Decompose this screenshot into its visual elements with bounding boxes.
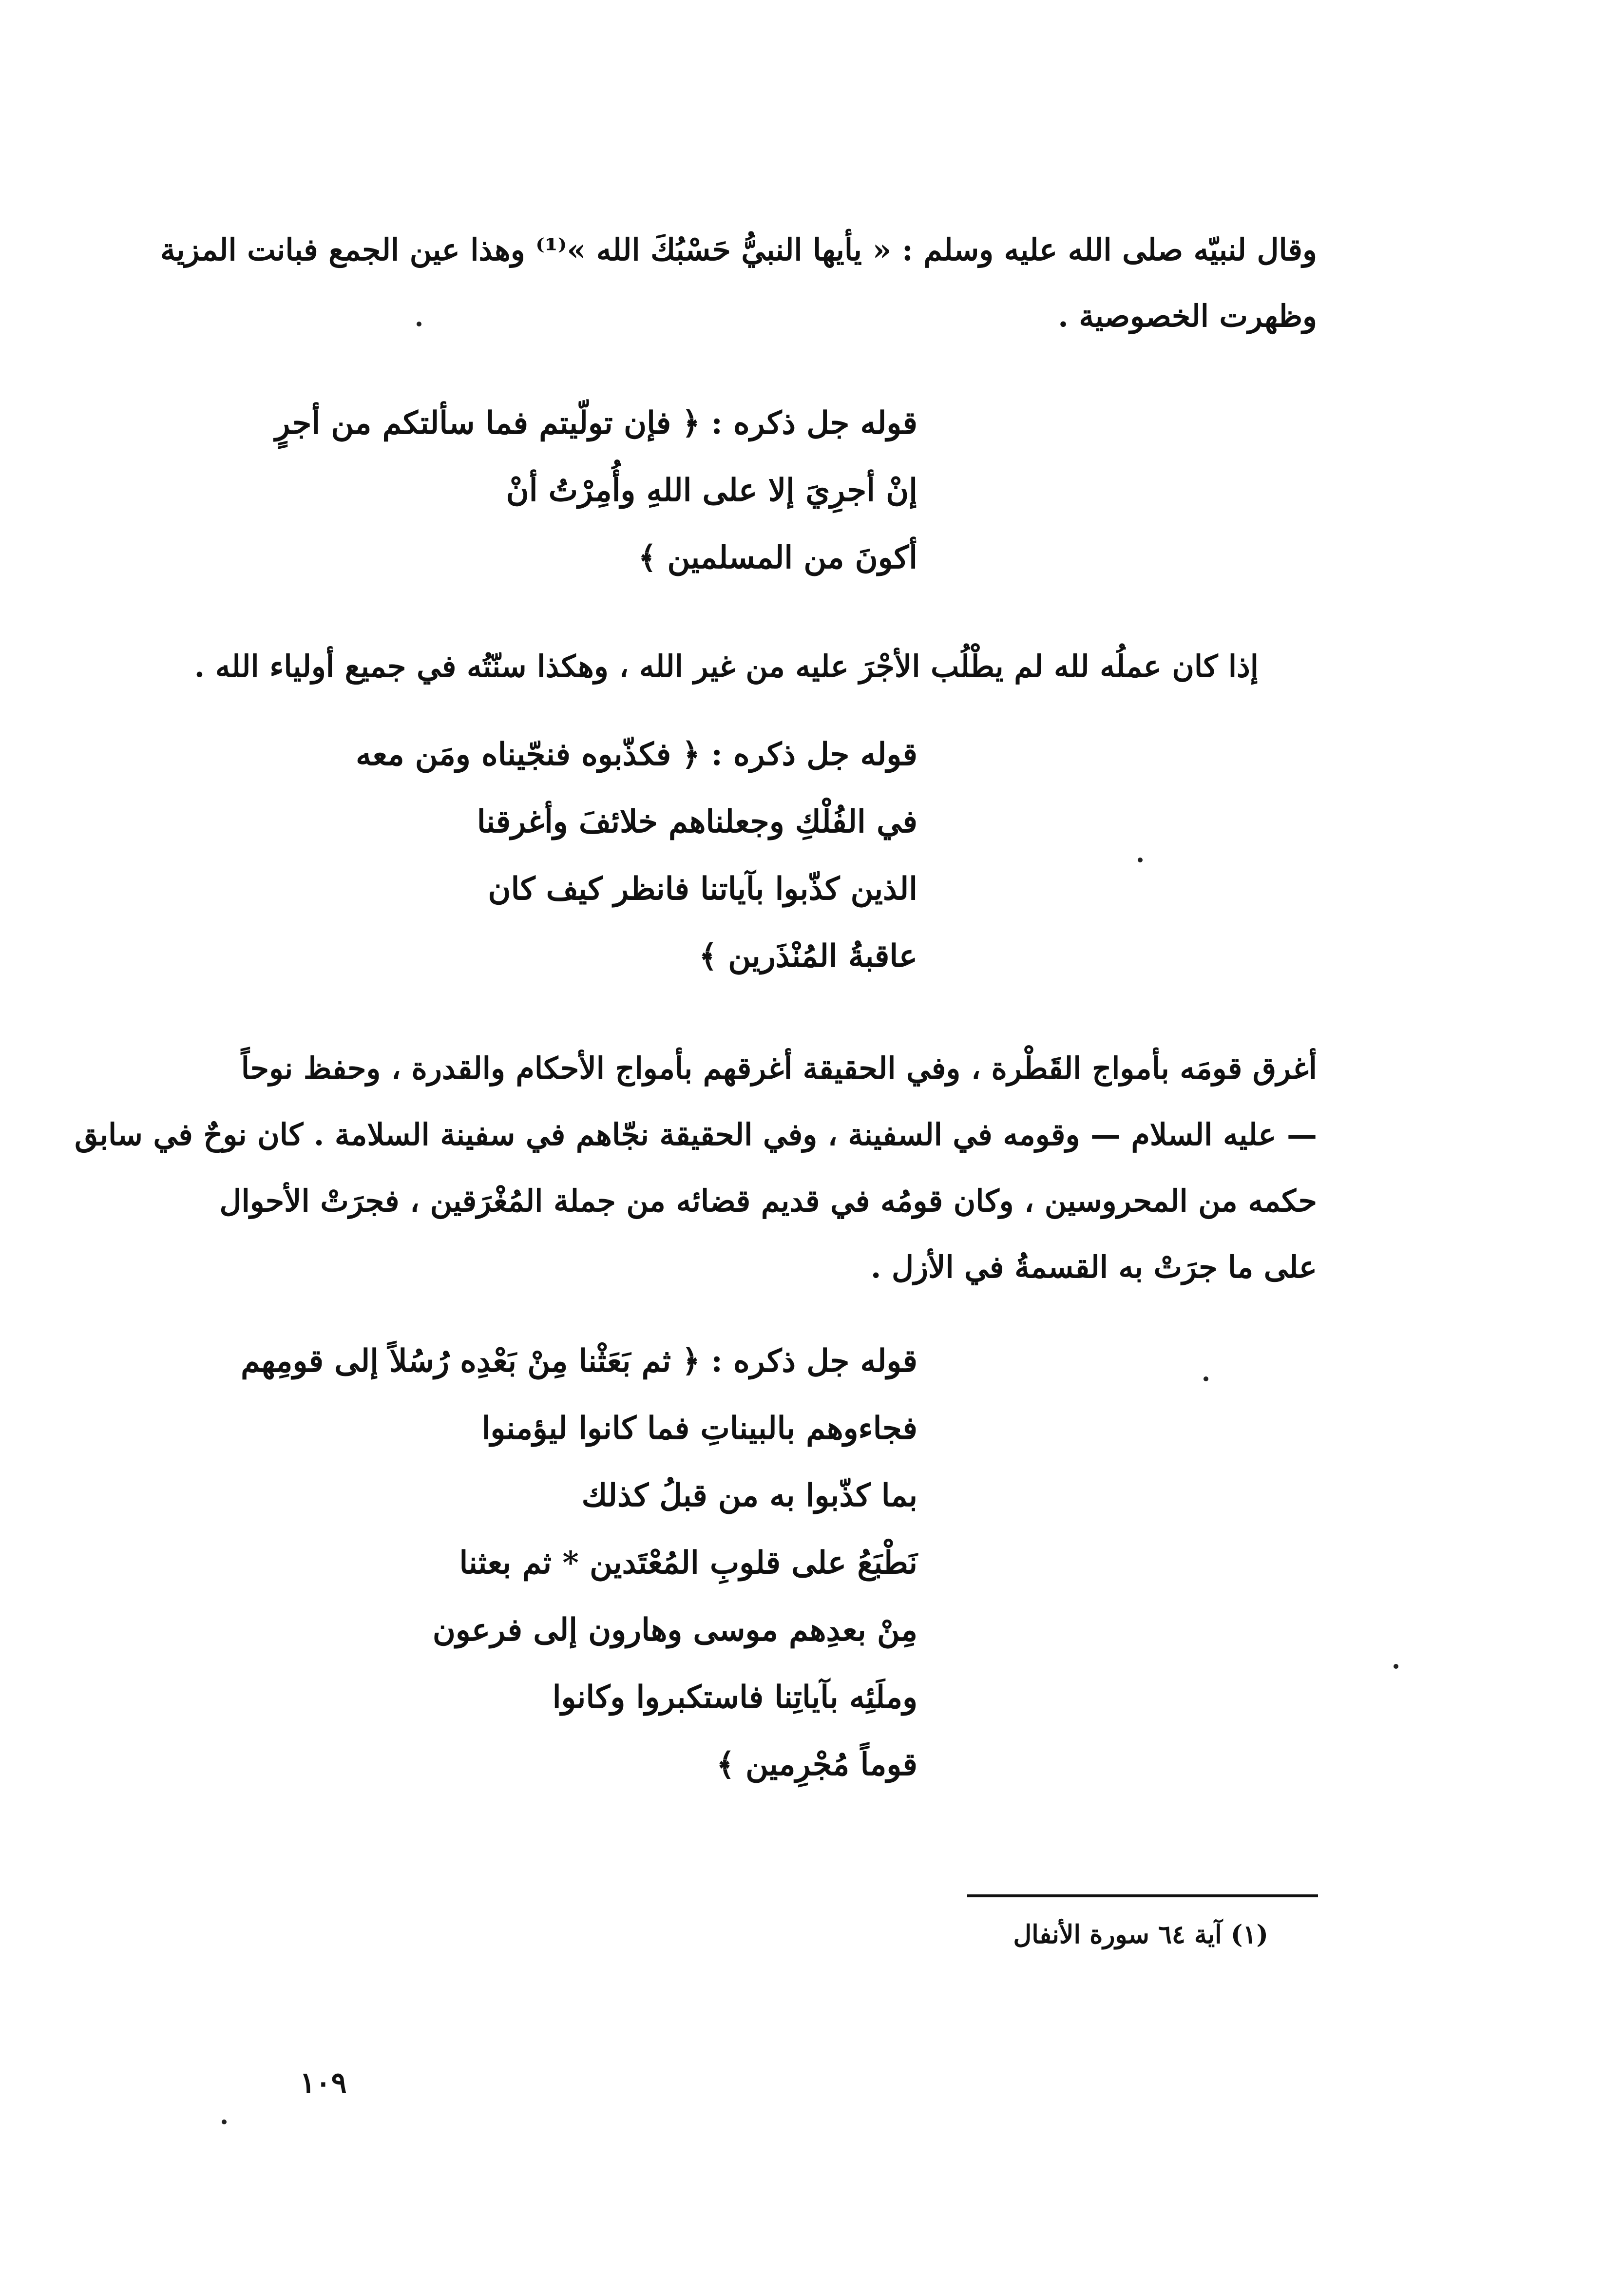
verse-line: فجاءوهم بالبيناتِ فما كانوا ليؤمنوا — [481, 1410, 917, 1447]
footnote: (١) آية ٦٤ سورة الأنفال — [1013, 1920, 1268, 1949]
text-line: حكمه من المحروسين ، وكان قومُه في قديم قضائه من جملة المُغْرَقين ، فجرَتْ الأحوال — [219, 1183, 1317, 1219]
verse-line: مِنْ بعدِهم موسى وهارون إلى فرعون — [432, 1612, 917, 1648]
verse-block-1 — [275, 390, 917, 592]
scan-speck — [1394, 1664, 1398, 1669]
verse-line: قوماً مُجْرِمين ﴾ — [716, 1746, 917, 1783]
verse-line: الذين كذّبوا بآياتنا فانظر كيف كان — [488, 871, 917, 907]
verse-block-3 — [241, 1328, 917, 1798]
verse-line: عاقبةُ المُنْذَرين ﴾ — [699, 938, 917, 974]
verse-line: إنْ أجرِيَ إلا على اللهِ وأُمِرْتُ أنْ — [506, 472, 917, 509]
scan-speck — [1204, 1376, 1208, 1381]
text-line: وظهرت الخصوصية . — [1058, 298, 1317, 334]
verse-line: قوله جل ذكره : ﴿ ثم بَعَثْنا مِنْ بَعْدِه رُسُلاً إلى قومِهم — [241, 1343, 917, 1379]
paragraph-2 — [194, 633, 1259, 700]
verse-line: قوله جل ذكره : ﴿ فإن تولّيتم فما سألتكم من أجرٍ — [275, 405, 917, 441]
page-number: ١٠٩ — [300, 2066, 347, 2100]
text-line: وقال لنبيّه صلى الله عليه وسلم : « يأيها النبيُّ حَسْبُكَ الله »⁽¹⁾ وهذا عين الجمع فبانت المزية — [160, 232, 1317, 267]
footnote-separator — [967, 1894, 1318, 1897]
verse-line: نَطْبَعُ على قلوبِ المُعْتَدين * ثم بعثنا — [459, 1545, 917, 1581]
verse-line: قوله جل ذكره : ﴿ فكذّبوه فنجّيناه ومَن معه — [356, 736, 917, 773]
text-line: — عليه السلام — وقومه في السفينة ، وفي الحقيقة نجّاهم في سفينة السلامة . كان نوحٌ في سابق — [75, 1117, 1317, 1152]
scan-speck — [1138, 858, 1143, 862]
scan-speck — [417, 322, 421, 326]
text-line: أغرق قومَه بأمواج القَطْرة ، وفي الحقيقة أغرقهم بأمواج الأحكام والقدرة ، وحفظ نوحاً — [241, 1050, 1317, 1086]
verse-line: وملَئِه بآياتِنا فاستكبروا وكانوا — [552, 1679, 917, 1716]
verse-block-2 — [356, 721, 917, 990]
text-line: إذا كان عملُه لله لم يطْلُب الأجْرَ عليه من غير الله ، وهكذا سنّتُه في جميع أولياء الله . — [194, 649, 1259, 684]
verse-line: في الفُلْكِ وجعلناهم خلائفَ وأغرقنا — [477, 803, 917, 840]
verse-line: أكونَ من المسلمين ﴾ — [638, 539, 917, 576]
text-line: على ما جرَتْ به القسمةُ في الأزل . — [870, 1249, 1317, 1285]
verse-line: بما كذّبوا به من قبلُ كذلك — [581, 1477, 917, 1514]
scan-speck — [222, 2119, 227, 2124]
paragraph-3 — [75, 1035, 1317, 1300]
paragraph-1 — [160, 217, 1317, 349]
